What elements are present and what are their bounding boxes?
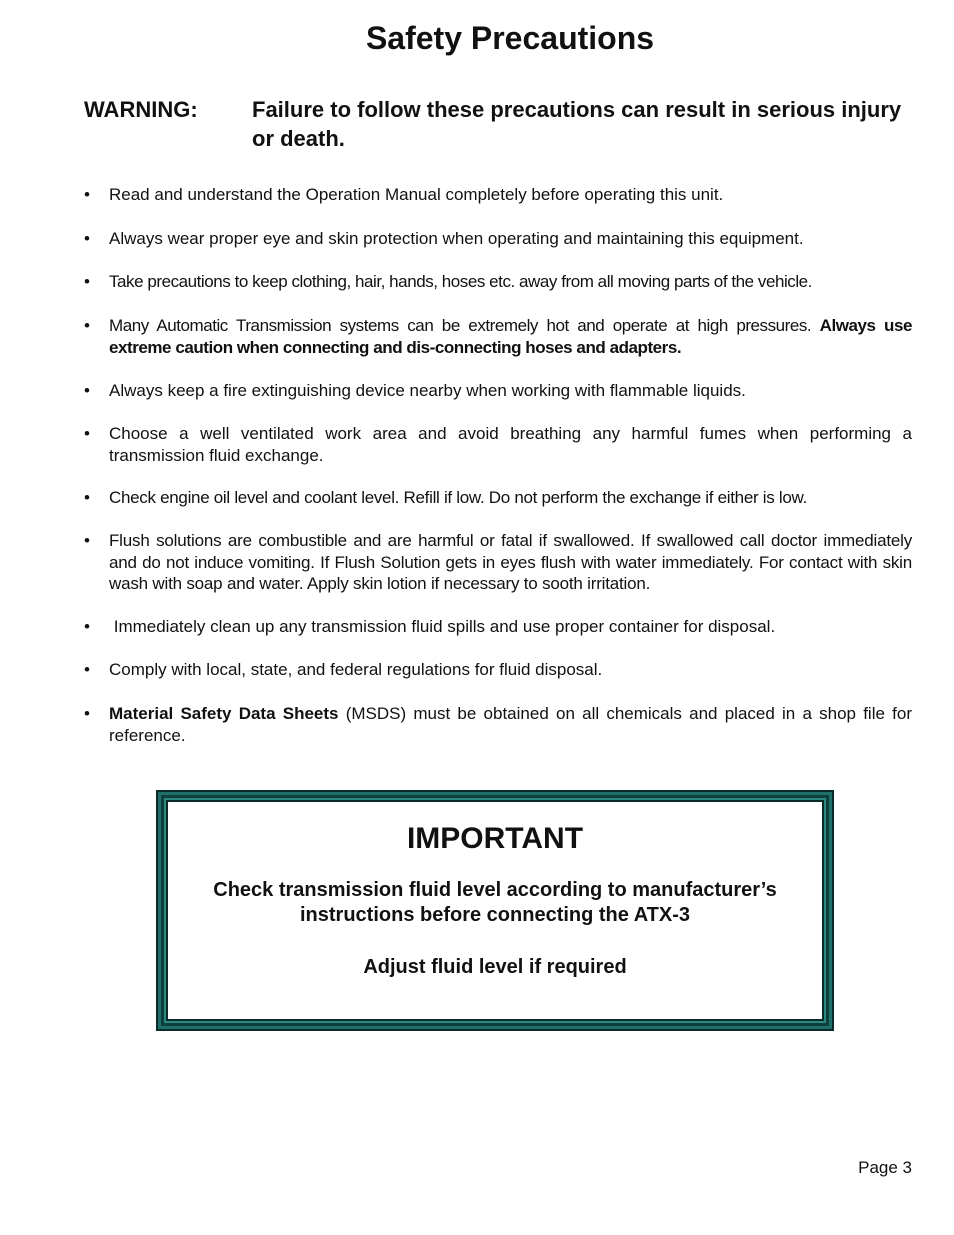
list-item-text-regular: (MSDS) must be obtained on all chemicals and placed in a shop file for reference. xyxy=(109,704,912,745)
page-title: Safety Precautions xyxy=(365,20,655,56)
bullet-icon: • xyxy=(84,704,90,723)
bullet-icon: • xyxy=(84,272,90,291)
bullet-icon: • xyxy=(84,488,90,507)
list-item-text xyxy=(109,315,912,358)
list-item-text-bold: Material Safety Data Sheets xyxy=(109,704,339,723)
page-number: Page 3 xyxy=(858,1158,912,1177)
bullet-icon: • xyxy=(84,316,90,335)
important-frame-outline xyxy=(166,800,824,1021)
bullet-icon: • xyxy=(84,660,90,679)
list-item-text xyxy=(109,703,912,746)
list-item-text: Take precautions to keep clothing, hair, hands, hoses etc. away from all moving parts of the vehicle. xyxy=(109,272,812,291)
important-box xyxy=(156,790,834,1031)
list-item-text: Read and understand the Operation Manual completely before operating this unit. xyxy=(109,185,724,204)
important-frame-middle xyxy=(164,798,826,1023)
list-item-text: Immediately clean up any transmission fluid spills and use proper container for disposal. xyxy=(109,617,776,636)
bullet-icon: • xyxy=(84,185,90,204)
important-frame-inner xyxy=(161,795,829,1026)
warning-label: WARNING: xyxy=(84,97,198,122)
bullet-icon: • xyxy=(84,531,90,550)
list-item-text: Always keep a fire extinguishing device nearby when working with flammable liquids. xyxy=(109,381,746,400)
important-title: IMPORTANT xyxy=(406,822,584,855)
list-item-text: Check engine oil level and coolant level. Refill if low. Do not perform the exchange if either is low. xyxy=(109,488,807,507)
important-instruction: Check transmission fluid level according to manufacturer’s instructions before connecting the ATX-3 xyxy=(213,879,777,926)
important-content xyxy=(168,802,822,1019)
important-adjust-note: Adjust fluid level if required xyxy=(363,956,627,978)
bullet-icon: • xyxy=(84,381,90,400)
list-item-text: Flush solutions are combustible and are harmful or fatal if swallowed. If swallowed call doctor immediately and do not induce vomiting. If Flush Solution gets in eyes flush with water immediately. For contact with skin wash with soap and water. Apply skin lotion if necessary to sooth irritation. xyxy=(109,531,912,593)
bullet-icon: • xyxy=(84,617,90,636)
list-item-text: Comply with local, state, and federal regulations for fluid disposal. xyxy=(109,660,603,679)
list-item-text-regular: Many Automatic Transmission systems can be extremely hot and operate at high pressures. xyxy=(109,316,820,335)
list-item-text: Choose a well ventilated work area and avoid breathing any harmful fumes when performing a transmission fluid exchange. xyxy=(109,424,912,465)
bullet-icon: • xyxy=(84,229,90,248)
bullet-icon: • xyxy=(84,424,90,443)
list-item-text: Always wear proper eye and skin protection when operating and maintaining this equipment. xyxy=(109,229,804,248)
list-item-text-bold: Always use extreme caution when connecting and dis-connecting hoses and adapters. xyxy=(109,316,912,357)
warning-text: Failure to follow these precautions can result in serious injury or death. xyxy=(252,97,902,151)
